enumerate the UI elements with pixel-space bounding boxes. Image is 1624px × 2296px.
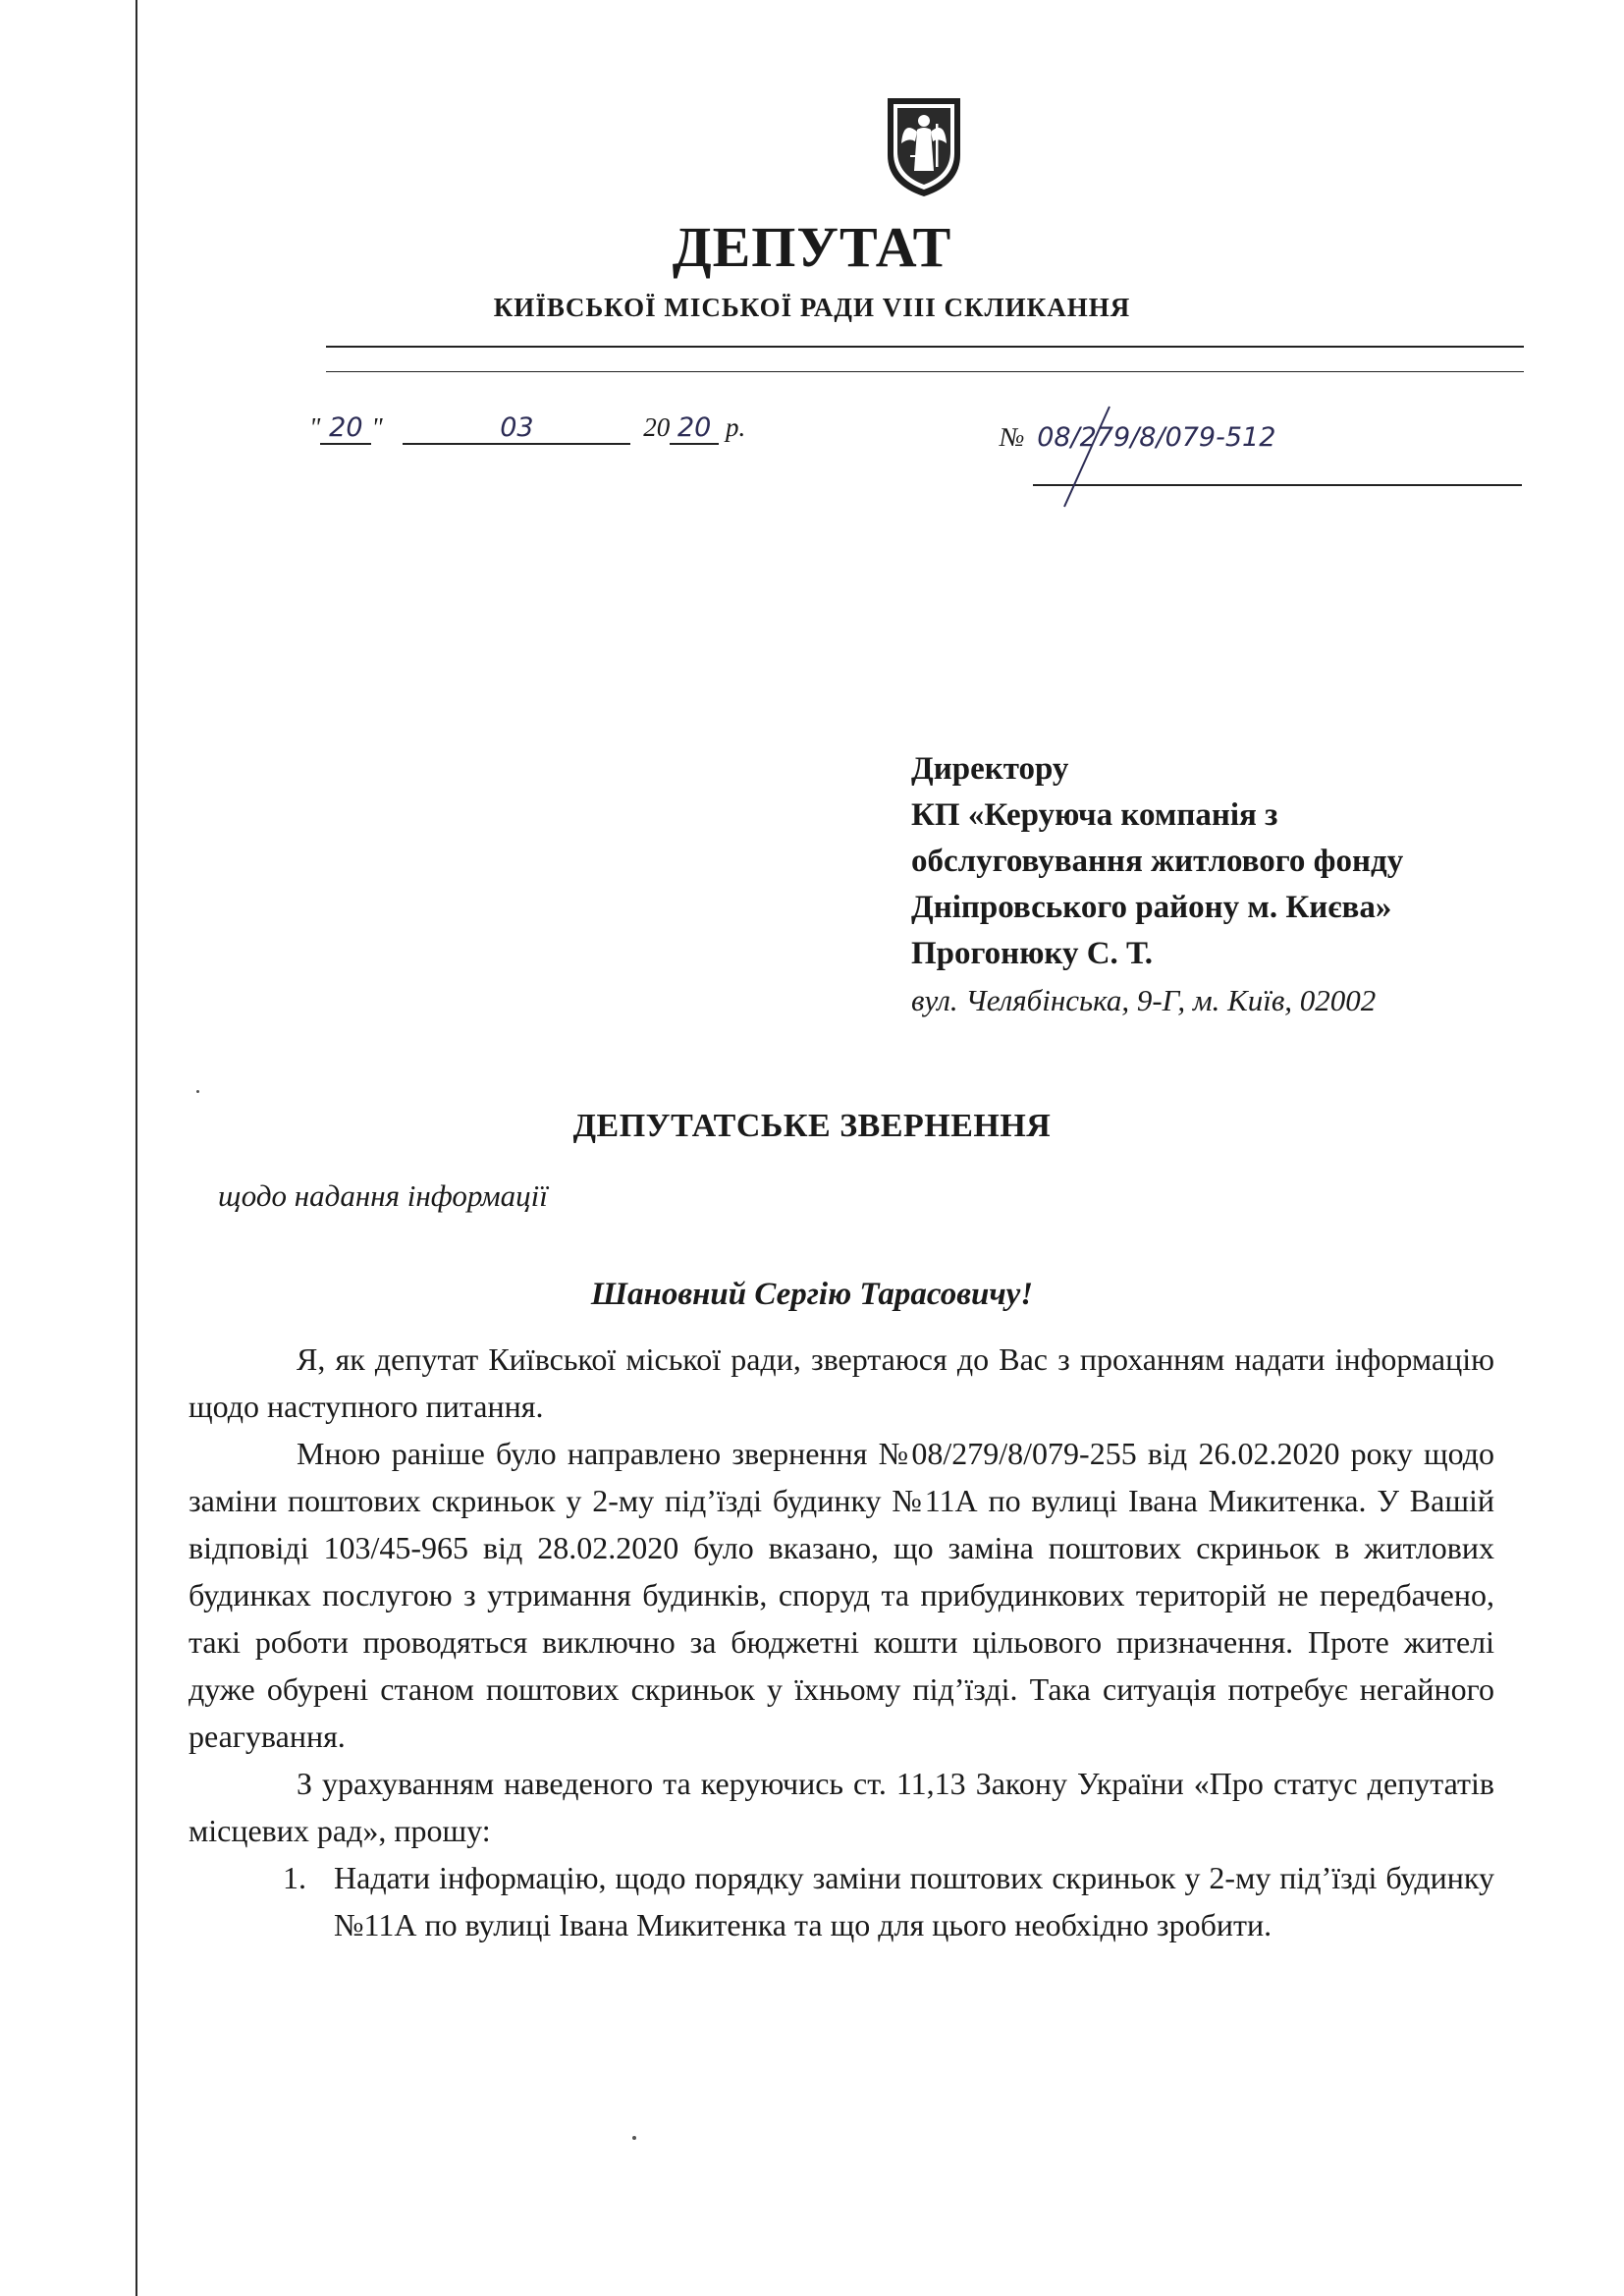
body-paragraph: З урахуванням наведеного та керуючись ст. 11,13 Закону України «Про статус депутатів місцевих рад», прошу:: [189, 1766, 1494, 1848]
letterhead-title: ДЕПУТАТ: [672, 215, 952, 279]
addressee-line: обслуговування житлового фонду: [911, 844, 1404, 879]
document-title: ДЕПУТАТСЬКЕ ЗВЕРНЕННЯ: [572, 1108, 1052, 1144]
addressee-line: Директору: [911, 751, 1069, 787]
number-symbol: №: [1000, 422, 1025, 452]
date-year-suffix: 20: [670, 412, 719, 445]
letter-date: " 20 " 03 20 20 р.: [309, 412, 746, 443]
date-month: 03: [403, 412, 630, 445]
handwritten-slash-mark: [1051, 403, 1119, 511]
date-suffix: р.: [725, 412, 746, 442]
date-day: 20: [320, 412, 371, 445]
greeting: Шановний Сергію Тарасовичу!: [590, 1277, 1034, 1312]
addressee-line: Прогонюку С. Т.: [911, 936, 1154, 971]
body-paragraph: Мною раніше було направлено звернення №08/279/8/079-255 від 26.02.2020 року щодо заміни поштових скриньок у 2-му під’їзді будинку №11А по вулиці Івана Микитенка. У Вашій відповіді 103/45-965 від 28.02.2020 було вказано, що заміна поштових скриньок в житлових будинках послугою з утримання будинків, споруд та прибудинкових територій не передбачено, такі роботи проводяться виключно за бюджетні кошти цільового призначення. Проте жителі дуже обурені станом поштових скриньок у їхньому під’їзді. Така ситуація потребує негайного реагування.: [189, 1436, 1494, 1754]
body-paragraph: Я, як депутат Київської міської ради, звертаюся до Вас з проханням надати інформацію щодо наступного питання.: [189, 1341, 1494, 1424]
addressee-block: [911, 746, 1403, 1023]
kyiv-coat-of-arms-icon: [882, 94, 966, 200]
request-marker: 1.: [283, 1860, 306, 1895]
letterhead-rule-bottom: [326, 371, 1524, 372]
outgoing-number: [1000, 422, 1275, 453]
letterhead-rule-top: [326, 346, 1524, 348]
number-value: 08/279/8/079-512: [1037, 422, 1276, 453]
request-list: [189, 1854, 1494, 1948]
left-margin-line: [135, 0, 137, 2296]
document-body: [189, 1336, 1494, 1948]
request-text: Надати інформацію, щодо порядку заміни поштових скриньок у 2-му під’їзді будинку №11А по вулиці Івана Микитенка та що для цього необхідно зробити.: [334, 1860, 1494, 1942]
request-item: [189, 1854, 1494, 1948]
scan-speck: [196, 1090, 199, 1093]
letterhead-subtitle: КИЇВСЬКОЇ МІСЬКОЇ РАДИ VIII СКЛИКАННЯ: [493, 293, 1131, 322]
addressee-line: Дніпровського району м. Києва»: [911, 890, 1392, 925]
scan-speck: [632, 2136, 636, 2140]
addressee-line: КП «Керуюча компанія з: [911, 797, 1278, 833]
document-subject: щодо надання інформації: [218, 1178, 548, 1213]
addressee-address: вул. Челябінська, 9-Г, м. Київ, 02002: [911, 983, 1377, 1017]
date-year-prefix: 20: [643, 412, 671, 442]
